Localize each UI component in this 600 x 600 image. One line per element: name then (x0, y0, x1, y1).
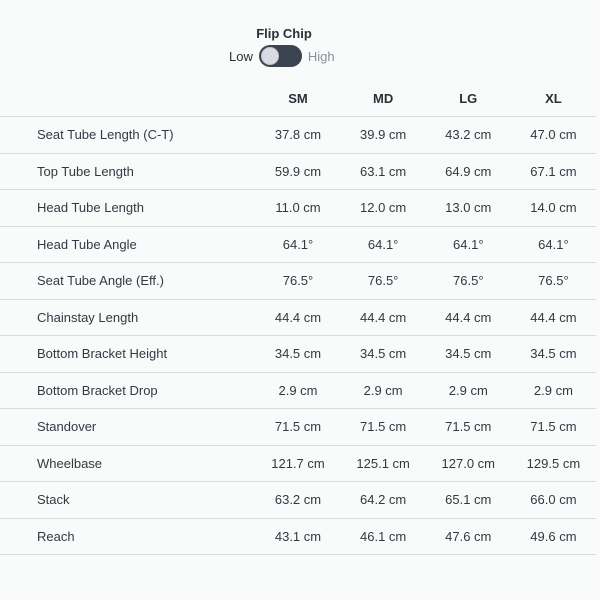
row-value: 39.9 cm (341, 117, 426, 154)
row-value: 71.5 cm (426, 409, 511, 446)
row-value: 34.5 cm (426, 336, 511, 373)
row-value: 71.5 cm (255, 409, 340, 446)
row-value: 49.6 cm (511, 518, 596, 555)
flip-chip-toggle[interactable] (259, 45, 302, 67)
row-label: Stack (0, 482, 255, 519)
header-cell-lg: LG (426, 80, 511, 117)
row-label: Top Tube Length (0, 153, 255, 190)
row-value: 2.9 cm (255, 372, 340, 409)
row-value: 2.9 cm (426, 372, 511, 409)
row-value: 64.9 cm (426, 153, 511, 190)
row-label: Head Tube Angle (0, 226, 255, 263)
row-label: Bottom Bracket Drop (0, 372, 255, 409)
row-value: 64.1° (255, 226, 340, 263)
row-label: Standover (0, 409, 255, 446)
row-value: 76.5° (255, 263, 340, 300)
table-row (0, 153, 596, 190)
row-value: 127.0 cm (426, 445, 511, 482)
row-value: 65.1 cm (426, 482, 511, 519)
flip-chip-high-label[interactable]: High (307, 48, 335, 64)
table-row (0, 117, 596, 154)
row-value: 76.5° (511, 263, 596, 300)
table-row (0, 409, 596, 446)
geometry-table (0, 80, 596, 555)
row-label: Chainstay Length (0, 299, 255, 336)
row-value: 71.5 cm (341, 409, 426, 446)
row-value: 47.0 cm (511, 117, 596, 154)
row-value: 47.6 cm (426, 518, 511, 555)
row-value: 76.5° (426, 263, 511, 300)
row-value: 34.5 cm (511, 336, 596, 373)
row-value: 34.5 cm (341, 336, 426, 373)
row-value: 34.5 cm (255, 336, 340, 373)
row-label: Seat Tube Angle (Eff.) (0, 263, 255, 300)
header-cell-label (0, 80, 255, 117)
table-row (0, 263, 596, 300)
table-row (0, 336, 596, 373)
row-value: 44.4 cm (511, 299, 596, 336)
header-cell-md: MD (341, 80, 426, 117)
table-row (0, 518, 596, 555)
row-value: 2.9 cm (511, 372, 596, 409)
row-value: 13.0 cm (426, 190, 511, 227)
row-value: 63.2 cm (255, 482, 340, 519)
row-value: 64.1° (511, 226, 596, 263)
row-value: 125.1 cm (341, 445, 426, 482)
table-body (0, 117, 596, 555)
row-value: 12.0 cm (341, 190, 426, 227)
row-label: Wheelbase (0, 445, 255, 482)
row-value: 63.1 cm (341, 153, 426, 190)
table-row (0, 482, 596, 519)
toggle-knob[interactable] (261, 47, 279, 65)
row-value: 44.4 cm (341, 299, 426, 336)
table-row (0, 445, 596, 482)
row-label: Reach (0, 518, 255, 555)
row-value: 129.5 cm (511, 445, 596, 482)
row-value: 2.9 cm (341, 372, 426, 409)
row-value: 64.1° (426, 226, 511, 263)
row-value: 44.4 cm (255, 299, 340, 336)
row-value: 64.1° (341, 226, 426, 263)
table-row (0, 190, 596, 227)
row-label: Seat Tube Length (C-T) (0, 117, 255, 154)
row-value: 59.9 cm (255, 153, 340, 190)
row-value: 14.0 cm (511, 190, 596, 227)
row-label: Head Tube Length (0, 190, 255, 227)
table-header-row (0, 80, 596, 117)
row-value: 44.4 cm (426, 299, 511, 336)
row-value: 121.7 cm (255, 445, 340, 482)
row-value: 43.2 cm (426, 117, 511, 154)
header-cell-xl: XL (511, 80, 596, 117)
row-value: 67.1 cm (511, 153, 596, 190)
table-row (0, 299, 596, 336)
row-value: 66.0 cm (511, 482, 596, 519)
table-row (0, 372, 596, 409)
row-label: Bottom Bracket Height (0, 336, 255, 373)
table-row (0, 226, 596, 263)
row-value: 37.8 cm (255, 117, 340, 154)
row-value: 43.1 cm (255, 518, 340, 555)
row-value: 71.5 cm (511, 409, 596, 446)
flip-chip-row (229, 44, 335, 68)
row-value: 64.2 cm (341, 482, 426, 519)
flip-chip-low-label[interactable]: Low (229, 48, 253, 64)
row-value: 11.0 cm (255, 190, 340, 227)
row-value: 46.1 cm (341, 518, 426, 555)
flip-chip-title: Flip Chip (256, 26, 312, 41)
row-value: 76.5° (341, 263, 426, 300)
header-cell-sm: SM (255, 80, 340, 117)
